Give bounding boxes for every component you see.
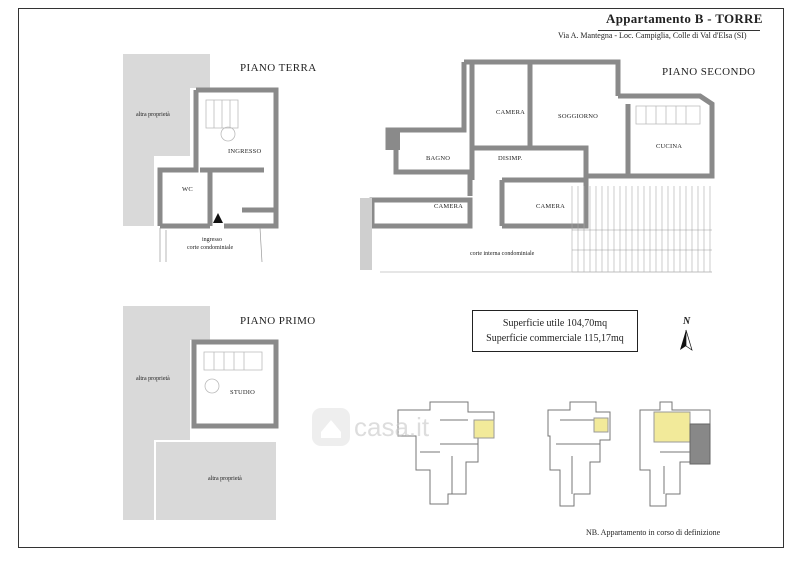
floor-title-first: PIANO PRIMO [240,315,316,327]
room-bagno: BAGNO [426,155,451,162]
north-label: N [683,316,691,327]
second-west-wall [360,198,372,270]
room-camera-east: CAMERA [536,203,566,210]
north-arrow [680,330,692,350]
ground-floor-plan [123,54,276,262]
second-floor-plan [360,62,712,272]
room-studio: STUDIO [230,389,256,396]
other-property-label-first: altra proprietà [136,376,170,382]
room-disimp: DISIMP. [498,155,523,162]
entrance-arrow [213,213,223,223]
room-cucina: CUCINA [656,143,683,150]
corte-interna-label: corte interna condominiale [470,251,535,257]
other-property-label: altra proprietà [136,112,170,118]
key-plan-3 [640,402,710,506]
surface-areas-box [472,310,638,352]
key-plan-2 [548,402,610,506]
second-terrace-hatch [572,186,712,272]
floor-title-ground: PIANO TERRA [240,62,317,74]
sheet-title: Appartamento B - TORRE [606,11,763,26]
superficie-commerciale: Superficie commerciale 115,17mq [486,333,624,344]
first-floor-plan [123,306,276,520]
corte-condominiale-label: corte condominiale [187,245,234,251]
other-property-label-south: altra proprietà [208,476,242,482]
watermark-text: casa.it [354,412,430,442]
superficie-utile: Superficie utile 104,70mq [502,318,608,329]
casa-it-watermark [312,408,350,446]
note: NB. Appartamento in corso di definizione [586,528,721,537]
room-wc: WC [182,186,193,193]
room-soggiorno: SOGGIORNO [558,113,599,120]
room-camera-west: CAMERA [434,203,464,210]
room-ingresso: INGRESSO [228,148,262,155]
ingresso-label: ingresso [202,237,222,243]
floor-title-second: PIANO SECONDO [662,66,756,78]
room-camera-north: CAMERA [496,109,526,116]
address: Via A. Mantegna - Loc. Campiglia, Colle di Val d'Elsa (SI) [558,31,747,40]
